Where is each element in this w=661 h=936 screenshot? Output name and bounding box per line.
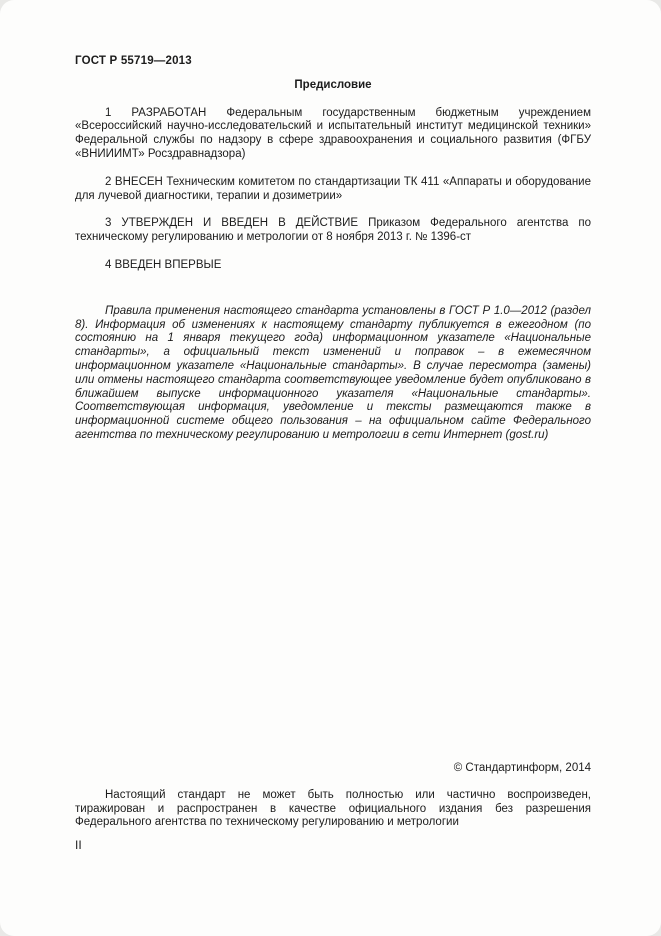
foreword-item: 3 УТВЕРЖДЕН И ВВЕДЕН В ДЕЙСТВИЕ Приказом Федерального агентства по техническому регулированию и метрологии от 8 ноября 2013 г. № 1396-ст <box>75 217 591 244</box>
reproduction-notice: Настоящий стандарт не может быть полностью или частично воспроизведен, тиражирован и распространен в качестве официального издания без разрешения Федерального агентства по техническому регулированию и метрологии <box>75 788 591 829</box>
section-title: Предисловие <box>294 78 372 91</box>
copyright-notice: © Стандартинформ, 2014 <box>453 762 591 774</box>
document-header: ГОСТ Р 55719—2013 <box>75 55 192 67</box>
foreword-item: 4 ВВЕДЕН ВПЕРВЫЕ <box>105 258 222 271</box>
foreword-item: 1 РАЗРАБОТАН Федеральным государственным бюджетным учреждением «Всероссийский научно-исследовательский и испытательный институт медицинской техники» Федеральной службы по надзору в сфере здравоохранения и социального развития (ФГБУ «ВНИИИМТ» Росздравнадзора) <box>75 106 591 160</box>
foreword-list <box>75 107 591 273</box>
page-footer <box>75 762 591 853</box>
foreword-item: 2 ВНЕСЕН Техническим комитетом по стандартизации ТК 411 «Аппараты и оборудование для лучевой диагностики, терапии и дозиметрии» <box>75 175 591 202</box>
page-content <box>0 0 661 443</box>
page-number: II <box>75 838 82 853</box>
application-rules-note: Правила применения настоящего стандарта установлены в ГОСТ Р 1.0—2012 (раздел 8). Информация об изменениях к настоящему стандарту публикуется в ежегодном (по состоянию на 1 января текущего года) информационном указателе «Национальные стандарты», а официальный текст изменений и поправок – в ежемесячном информационном указателе «Национальные стандарты». В случае пересмотра (замены) или отмены настоящего стандарта соответствующее уведомление будет опубликовано в ближайшем выпуске информационного указателя «Национальные стандарты». Соответствующая информация, уведомление и тексты размещаются также в информационной системе общего пользования – на официальном сайте Федерального агентства по техническому регулированию и метрологии в сети Интернет (gost.ru) <box>75 304 591 441</box>
